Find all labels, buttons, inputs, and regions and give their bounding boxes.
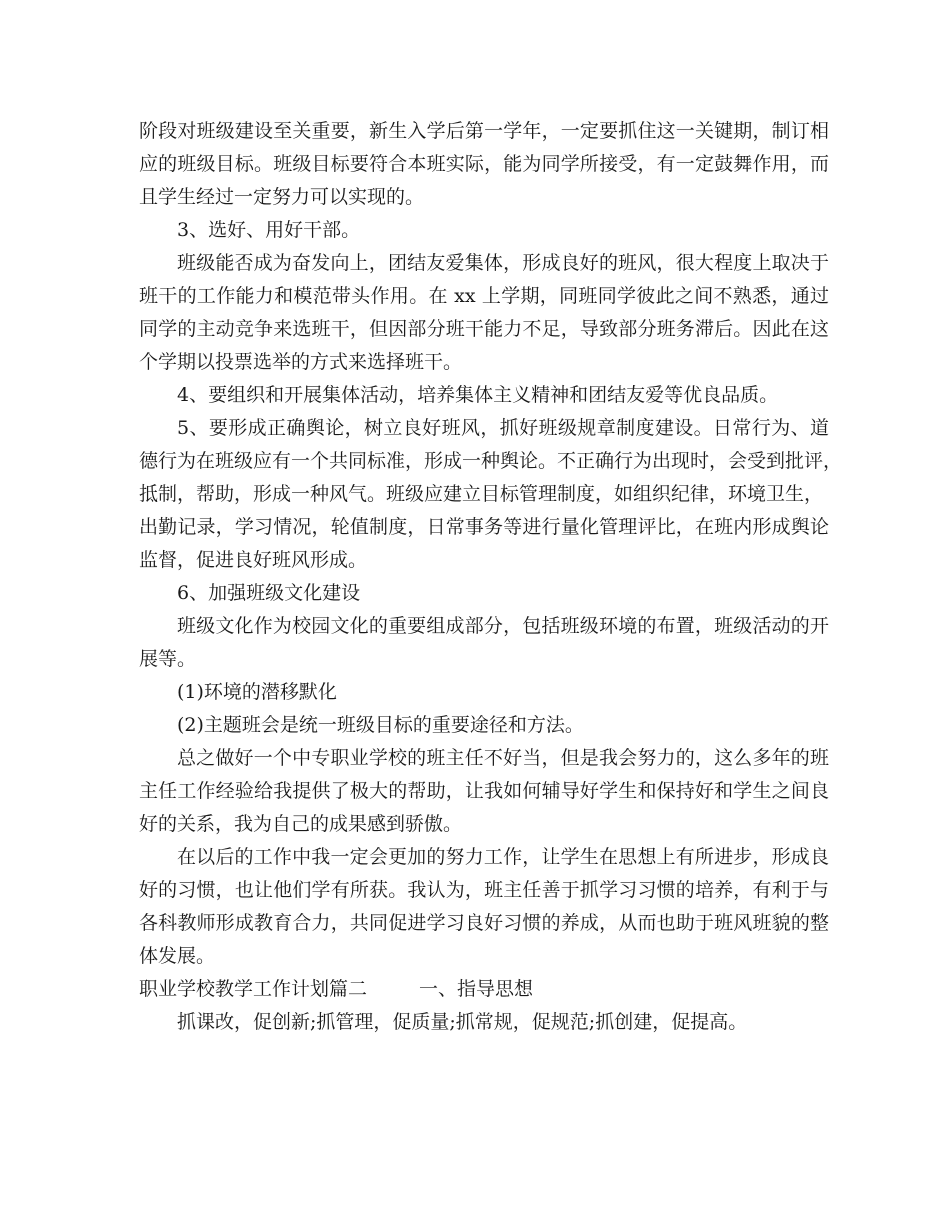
list-item: (2)主题班会是统一班级目标的重要途径和方法。 — [177, 714, 584, 736]
section-heading: 4、要组织和开展集体活动，培养集体主义精神和团结友爱等优良品质。 — [177, 384, 779, 406]
body-line: 5、要形成正确舆论，树立良好班风，抓好班级规章制度建设。日常行为、道 — [177, 417, 829, 439]
body-line: 抵制，帮助，形成一种风气。班级应建立目标管理制度，如组织纪律，环境卫生， — [139, 483, 824, 505]
body-line: 好的关系，我为自己的成果感到骄傲。 — [139, 813, 463, 835]
body-line: 阶段对班级建设至关重要，新生入学后第一学年，一定要抓住这一关键期，制订相 — [139, 120, 829, 142]
body-line: 主任工作经验给我提供了极大的帮助，让我如何辅导好学生和保持好和学生之间良 — [139, 780, 829, 802]
body-line: 抓课改，促创新;抓管理，促质量;抓常规，促规范;抓创建，促提高。 — [177, 1011, 748, 1033]
section-subtitle: 一、指导思想 — [419, 978, 534, 1000]
body-line: 应的班级目标。班级目标要符合本班实际，能为同学所接受，有一定鼓舞作用，而 — [139, 153, 829, 175]
section-title-line — [139, 973, 829, 1006]
body-line: 体发展。 — [139, 945, 216, 967]
body-line: 同学的主动竞争来选班干，但因部分班干能力不足，导致部分班务滞后。因此在这 — [139, 318, 829, 340]
body-line: 且学生经过一定努力可以实现的。 — [139, 186, 425, 208]
section-heading: 6、加强班级文化建设 — [177, 582, 361, 604]
body-line: 总之做好一个中专职业学校的班主任不好当，但是我会努力的，这么多年的班 — [177, 747, 829, 769]
document-page — [139, 115, 843, 1039]
body-line: 好的习惯，也让他们学有所获。我认为，班主任善于抓学习习惯的培养，有利于与 — [139, 879, 829, 901]
body-line: 各科教师形成教育合力，共同促进学习良好习惯的养成，从而也助于班风班貌的整 — [139, 912, 829, 934]
body-line: 出勤记录，学习情况，轮值制度，日常事务等进行量化管理评比，在班内形成舆论 — [139, 516, 829, 538]
body-line: 班级文化作为校园文化的重要组成部分，包括班级环境的布置，班级活动的开 — [177, 615, 829, 637]
body-line: 德行为在班级应有一个共同标准，形成一种舆论。不正确行为出现时，会受到批评， — [139, 450, 843, 472]
section-heading: 3、选好、用好干部。 — [177, 219, 361, 241]
list-item: (1)环境的潜移默化 — [177, 681, 337, 703]
body-line: 在以后的工作中我一定会更加的努力工作，让学生在思想上有所进步，形成良 — [177, 846, 829, 868]
body-line: 班干的工作能力和模范带头作用。在 xx 上学期，同班同学彼此之间不熟悉，通过 — [139, 285, 829, 307]
body-line: 监督，促进良好班风形成。 — [139, 549, 368, 571]
section-title: 职业学校教学工作计划篇二 — [139, 978, 368, 1000]
body-line: 班级能否成为奋发向上，团结友爱集体，形成良好的班风，很大程度上取决于 — [177, 252, 829, 274]
body-line: 展等。 — [139, 648, 197, 670]
body-line: 个学期以投票选举的方式来选择班干。 — [139, 351, 463, 373]
